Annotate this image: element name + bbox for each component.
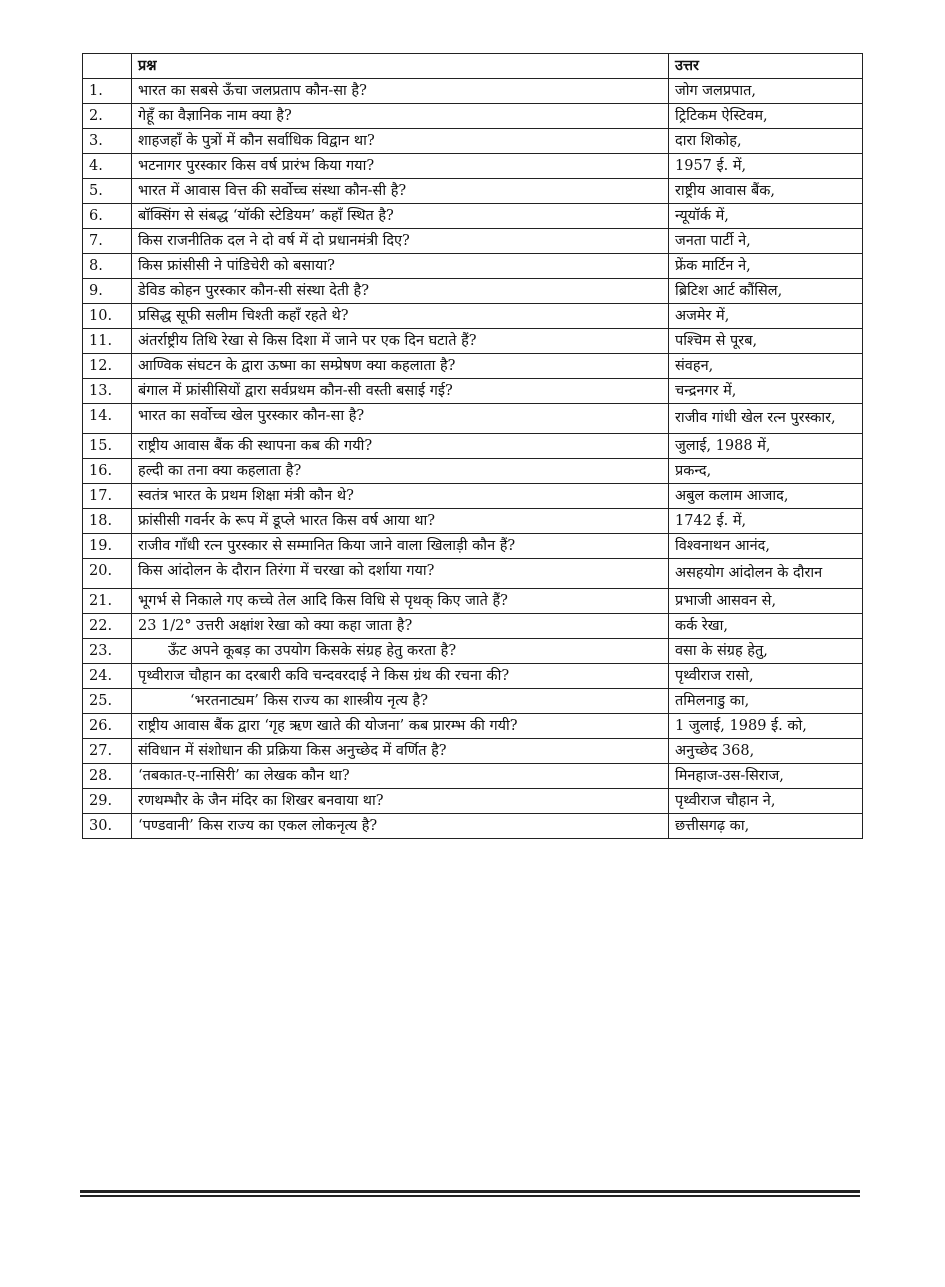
row-number: 9. bbox=[83, 279, 132, 304]
row-number: 27. bbox=[83, 739, 132, 764]
table-row bbox=[83, 739, 863, 764]
row-number: 26. bbox=[83, 714, 132, 739]
row-question: ‘तबकात-ए-नासिरी’ का लेखक कौन था? bbox=[132, 764, 669, 789]
table-row bbox=[83, 764, 863, 789]
table-row bbox=[83, 329, 863, 354]
row-number: 8. bbox=[83, 254, 132, 279]
row-number: 10. bbox=[83, 304, 132, 329]
row-number: 18. bbox=[83, 509, 132, 534]
row-number: 22. bbox=[83, 614, 132, 639]
row-number: 16. bbox=[83, 459, 132, 484]
row-question: बॉक्सिंग से संबद्ध ‘यॉकी स्टेडियम’ कहाँ स्थित है? bbox=[132, 204, 669, 229]
row-answer: 1742 ई. में, bbox=[669, 509, 863, 534]
row-number: 23. bbox=[83, 639, 132, 664]
row-question: भारत का सबसे ऊँचा जलप्रताप कौन-सा है? bbox=[132, 79, 669, 104]
table-row bbox=[83, 304, 863, 329]
row-number: 1. bbox=[83, 79, 132, 104]
row-answer: अजमेर में, bbox=[669, 304, 863, 329]
table-row bbox=[83, 559, 863, 589]
row-number: 7. bbox=[83, 229, 132, 254]
row-question: बंगाल में फ्रांसीसियों द्वारा सर्वप्रथम कौन-सी वस्ती बसाई गई? bbox=[132, 379, 669, 404]
row-question: 23 1/2° उत्तरी अक्षांश रेखा को क्या कहा जाता है? bbox=[132, 614, 669, 639]
table-header-row bbox=[83, 54, 863, 79]
row-question: प्रसिद्ध सूफी सलीम चिश्ती कहाँ रहते थे? bbox=[132, 304, 669, 329]
table-row bbox=[83, 789, 863, 814]
row-question: किस आंदोलन के दौरान तिरंगा में चरखा को दर्शाया गया? bbox=[132, 559, 669, 589]
row-number: 28. bbox=[83, 764, 132, 789]
row-answer: वसा के संग्रह हेतु, bbox=[669, 639, 863, 664]
row-answer: संवहन, bbox=[669, 354, 863, 379]
row-question: भटनागर पुरस्कार किस वर्ष प्रारंभ किया गया? bbox=[132, 154, 669, 179]
row-question: किस फ्रांसीसी ने पांडिचेरी को बसाया? bbox=[132, 254, 669, 279]
table-row bbox=[83, 814, 863, 839]
row-question: राष्ट्रीय आवास बैंक द्वारा ‘गृह ऋण खाते की योजना’ कब प्रारम्भ की गयी? bbox=[132, 714, 669, 739]
row-answer: प्रकन्द, bbox=[669, 459, 863, 484]
row-number: 15. bbox=[83, 434, 132, 459]
row-answer: 1957 ई. में, bbox=[669, 154, 863, 179]
row-answer: जोग जलप्रपात, bbox=[669, 79, 863, 104]
row-number: 13. bbox=[83, 379, 132, 404]
row-answer: ट्रिटिकम ऐस्टिवम, bbox=[669, 104, 863, 129]
row-question: फ्रांसीसी गवर्नर के रूप में डूप्ले भारत किस वर्ष आया था? bbox=[132, 509, 669, 534]
row-number: 30. bbox=[83, 814, 132, 839]
row-question: भूगर्भ से निकाले गए कच्चे तेल आदि किस विधि से पृथक् किए जाते हैं? bbox=[132, 589, 669, 614]
row-answer: असहयोग आंदोलन के दौरान bbox=[669, 559, 863, 589]
row-question: पृथ्वीराज चौहान का दरबारी कवि चन्दवरदाई ने किस ग्रंथ की रचना की? bbox=[132, 664, 669, 689]
row-number: 14. bbox=[83, 404, 132, 434]
header-question: प्रश्न bbox=[132, 54, 669, 79]
row-number: 3. bbox=[83, 129, 132, 154]
table-row bbox=[83, 354, 863, 379]
row-answer: प्रभाजी आसवन से, bbox=[669, 589, 863, 614]
row-number: 19. bbox=[83, 534, 132, 559]
table-row bbox=[83, 614, 863, 639]
row-answer: 1 जुलाई, 1989 ई. को, bbox=[669, 714, 863, 739]
row-answer: जुलाई, 1988 में, bbox=[669, 434, 863, 459]
table-row bbox=[83, 154, 863, 179]
header-answer: उत्तर bbox=[669, 54, 863, 79]
row-answer: जनता पार्टी ने, bbox=[669, 229, 863, 254]
row-number: 12. bbox=[83, 354, 132, 379]
row-answer: राष्ट्रीय आवास बैंक, bbox=[669, 179, 863, 204]
header-number bbox=[83, 54, 132, 79]
row-answer: पश्चिम से पूरब, bbox=[669, 329, 863, 354]
row-question: स्वतंत्र भारत के प्रथम शिक्षा मंत्री कौन थे? bbox=[132, 484, 669, 509]
row-answer: राजीव गांधी खेल रत्न पुरस्कार, bbox=[669, 404, 863, 434]
table-row bbox=[83, 279, 863, 304]
footer-double-rule bbox=[80, 1190, 860, 1197]
question-answer-table bbox=[82, 53, 863, 839]
table-row bbox=[83, 379, 863, 404]
row-question: भारत में आवास वित्त की सर्वोच्च संस्था कौन-सी है? bbox=[132, 179, 669, 204]
row-answer: मिनहाज-उस-सिराज, bbox=[669, 764, 863, 789]
row-answer: अबुल कलाम आजाद, bbox=[669, 484, 863, 509]
row-number: 24. bbox=[83, 664, 132, 689]
row-number: 2. bbox=[83, 104, 132, 129]
table-row bbox=[83, 714, 863, 739]
row-question: हल्दी का तना क्या कहलाता है? bbox=[132, 459, 669, 484]
row-answer: तमिलनाडु का, bbox=[669, 689, 863, 714]
row-number: 11. bbox=[83, 329, 132, 354]
table-row bbox=[83, 664, 863, 689]
row-number: 17. bbox=[83, 484, 132, 509]
row-number: 6. bbox=[83, 204, 132, 229]
row-question: ‘भरतनाट्यम’ किस राज्य का शास्त्रीय नृत्य है? bbox=[132, 689, 669, 714]
row-answer: न्यूयॉर्क में, bbox=[669, 204, 863, 229]
table-body bbox=[83, 79, 863, 839]
row-question: रणथम्भौर के जैन मंदिर का शिखर बनवाया था? bbox=[132, 789, 669, 814]
row-answer: चन्द्रनगर में, bbox=[669, 379, 863, 404]
table-row bbox=[83, 104, 863, 129]
row-question: संविधान में संशोधान की प्रक्रिया किस अनुच्छेद में वर्णित है? bbox=[132, 739, 669, 764]
row-question: गेहूँ का वैज्ञानिक नाम क्या है? bbox=[132, 104, 669, 129]
table-row bbox=[83, 589, 863, 614]
table-row bbox=[83, 204, 863, 229]
row-answer: ब्रिटिश आर्ट कौंसिल, bbox=[669, 279, 863, 304]
table-row bbox=[83, 129, 863, 154]
table-row bbox=[83, 509, 863, 534]
row-answer: दारा शिकोह, bbox=[669, 129, 863, 154]
row-answer: अनुच्छेद 368, bbox=[669, 739, 863, 764]
table-row bbox=[83, 689, 863, 714]
row-question: ‘पण्डवानी’ किस राज्य का एकल लोकनृत्य है? bbox=[132, 814, 669, 839]
row-question: डेविड कोहन पुरस्कार कौन-सी संस्था देती है? bbox=[132, 279, 669, 304]
row-question: किस राजनीतिक दल ने दो वर्ष में दो प्रधानमंत्री दिए? bbox=[132, 229, 669, 254]
row-number: 29. bbox=[83, 789, 132, 814]
row-number: 4. bbox=[83, 154, 132, 179]
table-row bbox=[83, 534, 863, 559]
row-answer: फ्रेंक मार्टिन ने, bbox=[669, 254, 863, 279]
row-number: 21. bbox=[83, 589, 132, 614]
row-answer: कर्क रेखा, bbox=[669, 614, 863, 639]
table-row bbox=[83, 254, 863, 279]
row-answer: पृथ्वीराज रासो, bbox=[669, 664, 863, 689]
row-question: ऊँट अपने कूबड़ का उपयोग किसके संग्रह हेतु करता है? bbox=[132, 639, 669, 664]
table-row bbox=[83, 459, 863, 484]
row-question: राजीव गाँधी रत्न पुरस्कार से सम्मानित किया जाने वाला खिलाड़ी कौन हैं? bbox=[132, 534, 669, 559]
row-question: अंतर्राष्ट्रीय तिथि रेखा से किस दिशा में जाने पर एक दिन घटाते हैं? bbox=[132, 329, 669, 354]
row-question: शाहजहाँ के पुत्रों में कौन सर्वाधिक विद्वान था? bbox=[132, 129, 669, 154]
row-answer: छत्तीसगढ़ का, bbox=[669, 814, 863, 839]
table-row bbox=[83, 434, 863, 459]
row-number: 5. bbox=[83, 179, 132, 204]
table-row bbox=[83, 639, 863, 664]
row-question: भारत का सर्वोच्च खेल पुरस्कार कौन-सा है? bbox=[132, 404, 669, 434]
row-answer: विश्वनाथन आनंद, bbox=[669, 534, 863, 559]
table-row bbox=[83, 404, 863, 434]
table-row bbox=[83, 484, 863, 509]
table-row bbox=[83, 179, 863, 204]
row-question: आण्विक संघटन के द्वारा ऊष्मा का सम्प्रेषण क्या कहलाता है? bbox=[132, 354, 669, 379]
table-row bbox=[83, 79, 863, 104]
row-number: 25. bbox=[83, 689, 132, 714]
row-answer: पृथ्वीराज चौहान ने, bbox=[669, 789, 863, 814]
table-row bbox=[83, 229, 863, 254]
row-question: राष्ट्रीय आवास बैंक की स्थापना कब की गयी? bbox=[132, 434, 669, 459]
row-number: 20. bbox=[83, 559, 132, 589]
